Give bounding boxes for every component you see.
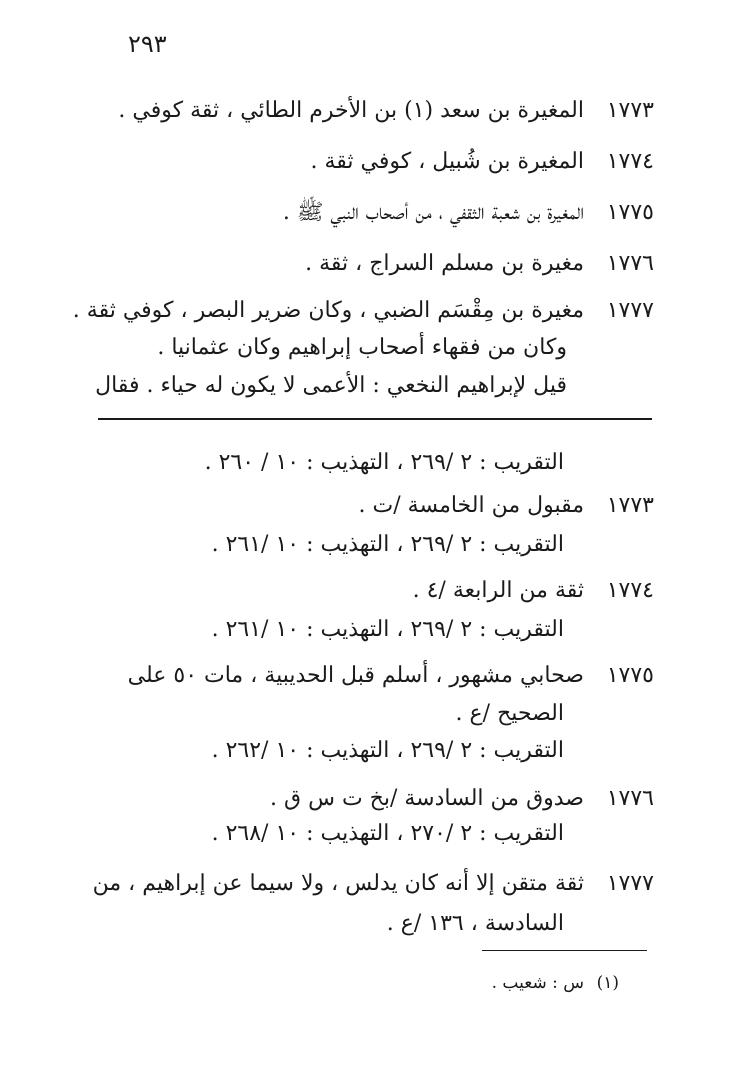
- entry-text: قيل لإبراهيم النخعي : الأعمى لا يكون له حياء . فقال: [95, 373, 567, 398]
- note-text: السادسة ، ١٣٦ /ع .: [386, 911, 564, 936]
- entry-text: مغيرة بن مِقْسَم الضبي ، وكان ضرير البصر ، كوفي ثقة .: [72, 298, 584, 323]
- entry-number: ١٧٧٥: [606, 200, 654, 225]
- entry-number: ١٧٧٤: [606, 149, 654, 174]
- separator-rule: [98, 418, 652, 420]
- note-text: التقريب : ٢ /٢٦٩ ، التهذيب : ١٠ / ٢٦٠ .: [204, 450, 564, 475]
- note-number: ١٧٧٧: [606, 871, 654, 896]
- footnote-text: س : شعيب .: [491, 973, 584, 993]
- entry-number: ١٧٧٦: [606, 251, 654, 276]
- footnote-marker: (١): [596, 973, 619, 993]
- entry-text: المغيرة بن شُبيل ، كوفي ثقة .: [310, 149, 584, 174]
- note-text: ثقة من الرابعة /٤ .: [412, 578, 584, 603]
- entry-text: وكان من فقهاء أصحاب إبراهيم وكان عثمانيا .: [157, 335, 567, 360]
- page-number: ٢٩٣: [128, 30, 167, 58]
- note-text: التقريب : ٢ /٢٦٩ ، التهذيب : ١٠ /٢٦١ .: [211, 532, 564, 557]
- note-number: ١٧٧٣: [606, 493, 654, 518]
- entry-text: المغيرة بن سعد (١) بن الأخرم الطائي ، ثقة كوفي .: [118, 98, 584, 123]
- entry-number: ١٧٧٧: [606, 298, 654, 323]
- note-text: التقريب : ٢ /٢٦٩ ، التهذيب : ١٠ /٢٦١ .: [211, 617, 564, 642]
- entry-text: المغيرة بن شعبة الثقفي ، من أصحاب النبي ﷺ .: [282, 200, 584, 225]
- note-text: التقريب : ٢ /٢٧٠ ، التهذيب : ١٠ /٢٦٨ .: [211, 821, 564, 846]
- note-text: صحابي مشهور ، أسلم قبل الحديبية ، مات ٥٠ على: [127, 663, 584, 688]
- note-text: مقبول من الخامسة /ت .: [358, 493, 584, 518]
- entry-text: مغيرة بن مسلم السراج ، ثقة .: [305, 251, 584, 276]
- note-text: الصحيح /ع .: [455, 701, 564, 726]
- footnote-rule: [482, 950, 647, 951]
- note-text: صدوق من السادسة /بخ ت س ق .: [270, 786, 584, 811]
- note-text: ثقة متقن إلا أنه كان يدلس ، ولا سيما عن إبراهيم ، من: [92, 871, 584, 896]
- note-number: ١٧٧٦: [606, 786, 654, 811]
- note-number: ١٧٧٥: [606, 663, 654, 688]
- note-number: ١٧٧٤: [606, 578, 654, 603]
- entry-number: ١٧٧٣: [606, 98, 654, 123]
- note-text: التقريب : ٢ /٢٦٩ ، التهذيب : ١٠ /٢٦٢ .: [211, 738, 564, 763]
